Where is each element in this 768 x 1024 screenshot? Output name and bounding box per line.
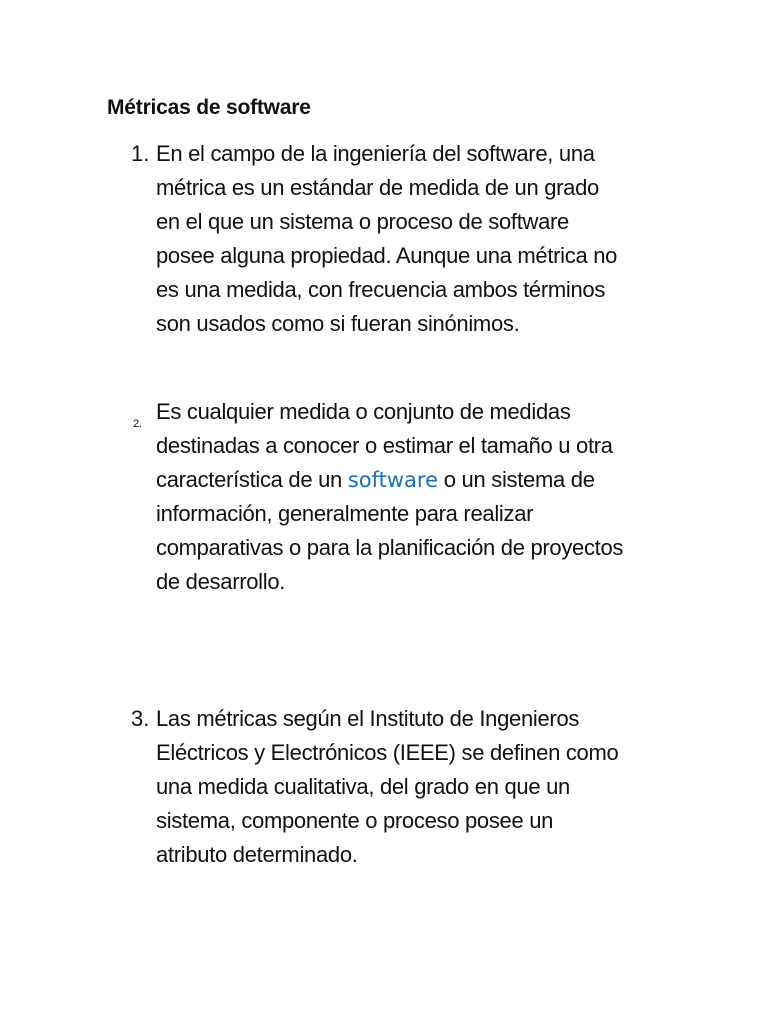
text-line: métrica es un estándar de medida de un grado bbox=[156, 175, 599, 200]
text-line: información, generalmente para realizar bbox=[156, 501, 534, 526]
list-item-text bbox=[156, 702, 676, 872]
software-link[interactable]: software bbox=[347, 468, 438, 492]
text-segment: o un sistema de bbox=[438, 467, 595, 492]
text-line: posee alguna propiedad. Aunque una métrica no bbox=[156, 243, 618, 268]
text-line: de desarrollo. bbox=[156, 569, 286, 594]
document-title: Métricas de software bbox=[107, 96, 311, 119]
list-item-number: 3. bbox=[131, 706, 150, 731]
text-line: en el que un sistema o proceso de software bbox=[156, 209, 569, 234]
text-line: comparativas o para la planificación de proyectos bbox=[156, 535, 624, 560]
list-item-number: 1. bbox=[131, 141, 150, 166]
text-line: En el campo de la ingeniería del software, una bbox=[156, 141, 595, 166]
text-line: Es cualquier medida o conjunto de medidas bbox=[156, 399, 571, 424]
list-item-text bbox=[156, 395, 676, 599]
text-line: es una medida, con frecuencia ambos términos bbox=[156, 277, 606, 302]
text-line: atributo determinado. bbox=[156, 842, 358, 867]
text-line: Las métricas según el Instituto de Ingenieros bbox=[156, 706, 580, 731]
list-item-text bbox=[156, 137, 676, 341]
text-segment: característica de un bbox=[156, 467, 348, 492]
text-line: sistema, componente o proceso posee un bbox=[156, 808, 554, 833]
list-item-number: 2. bbox=[133, 418, 143, 430]
text-line: Eléctricos y Electrónicos (IEEE) se definen como bbox=[156, 740, 619, 765]
text-line bbox=[156, 463, 676, 497]
text-line: destinadas a conocer o estimar el tamaño u otra bbox=[156, 433, 613, 458]
text-line: una medida cualitativa, del grado en que un bbox=[156, 774, 570, 799]
text-line: son usados como si fueran sinónimos. bbox=[156, 311, 520, 336]
